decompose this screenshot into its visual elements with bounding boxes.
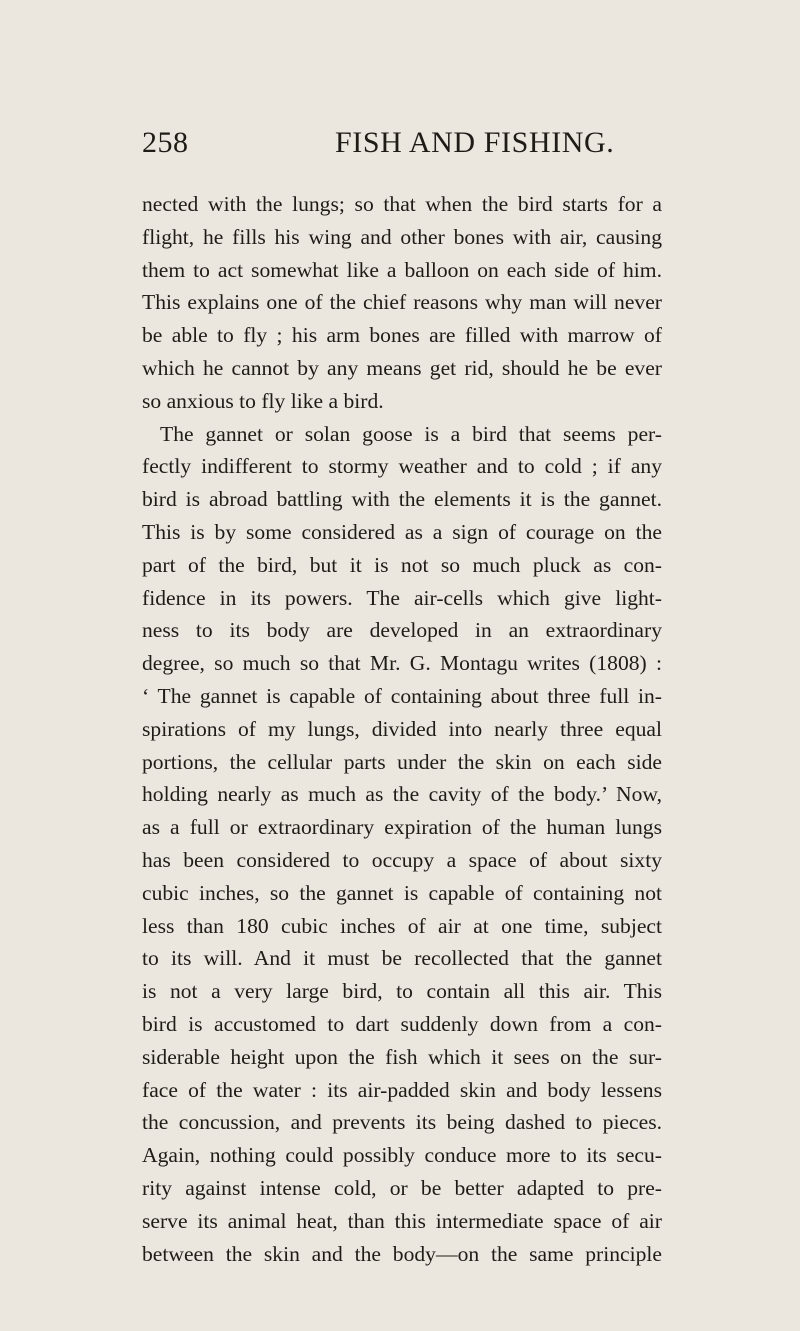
text-line: face of the water : its air-padded skin and body lessens	[142, 1077, 662, 1102]
text-line: cubic inches, so the gannet is capable of containing not	[142, 880, 662, 905]
text-line: serve its animal heat, than this intermediate space of air	[142, 1208, 662, 1233]
running-head: FISH AND FISHING.	[335, 126, 615, 159]
text-line: siderable height upon the fish which it sees on the sur-	[142, 1044, 662, 1069]
text-line: the concussion, and prevents its being dashed to pieces.	[142, 1110, 662, 1135]
text-line: between the skin and the body—on the same principle	[142, 1241, 662, 1266]
text-line: flight, he fills his wing and other bones with air, causing	[142, 224, 662, 249]
text-line: as a full or extraordinary expiration of the human lungs	[142, 815, 662, 840]
text-line: Again, nothing could possibly conduce more to its secu-	[142, 1143, 662, 1168]
page-header	[142, 126, 662, 166]
text-line: fectly indifferent to stormy weather and to cold ; if any	[142, 454, 662, 479]
text-line: portions, the cellular parts under the skin on each side	[142, 749, 662, 774]
text-line: be able to fly ; his arm bones are filled with marrow of	[142, 323, 662, 348]
text-line: less than 180 cubic inches of air at one time, subject	[142, 913, 662, 938]
body-text	[142, 188, 662, 1270]
text-line: ‘ The gannet is capable of containing about three full in-	[142, 683, 662, 708]
text-line: This is by some considered as a sign of courage on the	[142, 519, 662, 544]
text-line: has been considered to occupy a space of about sixty	[142, 847, 662, 872]
text-line: rity against intense cold, or be better adapted to pre-	[142, 1175, 662, 1200]
text-line: nected with the lungs; so that when the bird starts for a	[142, 192, 662, 216]
text-line: fidence in its powers. The air-cells which give light-	[142, 585, 662, 610]
text-line: so anxious to fly like a bird.	[142, 388, 384, 413]
text-line: spirations of my lungs, divided into nearly three equal	[142, 716, 662, 741]
text-line: bird is accustomed to dart suddenly down from a con-	[142, 1011, 662, 1036]
text-line: them to act somewhat like a balloon on each side of him.	[142, 257, 662, 282]
text-line: is not a very large bird, to contain all this air. This	[142, 979, 662, 1004]
text-line: to its will. And it must be recollected that the gannet	[142, 946, 662, 971]
text-line: This explains one of the chief reasons why man will never	[142, 290, 662, 315]
text-line: holding nearly as much as the cavity of the body.’ Now,	[142, 782, 662, 807]
text-line: which he cannot by any means get rid, should he be ever	[142, 355, 662, 380]
text-line: ness to its body are developed in an extraordinary	[142, 618, 662, 643]
text-line: The gannet or solan goose is a bird that seems per-	[160, 421, 662, 446]
page-number: 258	[142, 126, 189, 159]
text-line: bird is abroad battling with the elements it is the gannet.	[142, 487, 662, 512]
text-line: degree, so much so that Mr. G. Montagu writes (1808) :	[142, 651, 662, 676]
text-line: part of the bird, but it is not so much pluck as con-	[142, 552, 662, 577]
